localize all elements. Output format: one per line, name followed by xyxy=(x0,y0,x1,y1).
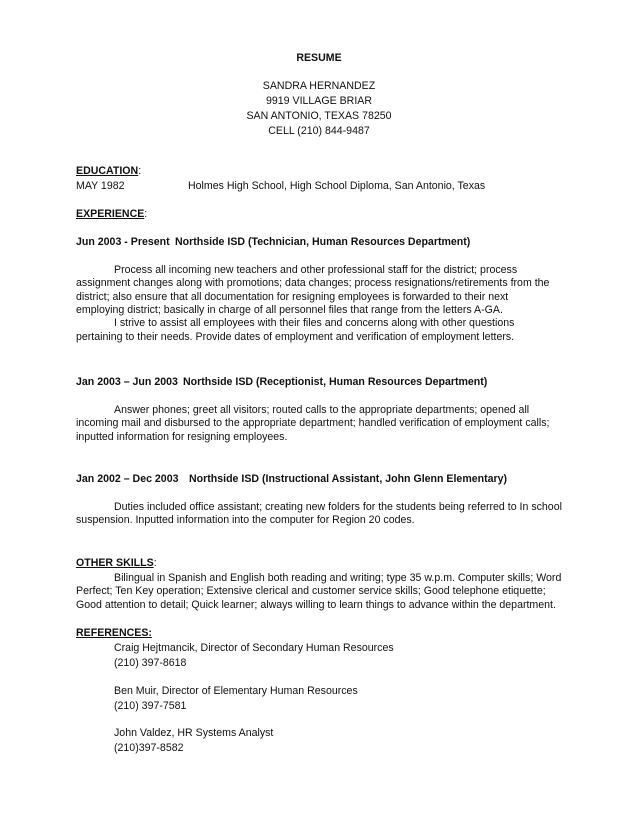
address-line-1: 9919 VILLAGE BRIAR xyxy=(266,95,372,107)
description-line: employing district; basically in charge of all personnel files that range from the letters A-GA. xyxy=(76,304,503,317)
description-line: Process all incoming new teachers and other professional staff for the district; process xyxy=(114,264,518,276)
address-line-2: SAN ANTONIO, TEXAS 78250 xyxy=(246,110,392,122)
reference-phone: (210) 397-7581 xyxy=(114,700,187,712)
education-heading: EDUCATION: xyxy=(76,165,142,177)
description-line: suspension. Inputted information into the computer for Region 20 codes. xyxy=(76,514,415,527)
skills-line: Perfect; Ten Key operation; Extensive clerical and customer service skills; Good telephone etiquette; xyxy=(76,585,546,598)
job-title: Northside ISD (Receptionist, Human Resources Department) xyxy=(183,376,488,388)
resume-title: RESUME xyxy=(296,52,342,64)
experience-heading: EXPERIENCE: xyxy=(76,208,148,220)
job-description xyxy=(76,501,560,528)
job-dates: Jan 2003 – Jun 2003 xyxy=(76,376,178,388)
description-line: pertaining to their needs. Provide dates of employment and verification of employment letters. xyxy=(76,330,515,343)
education-date: MAY 1982 xyxy=(76,180,125,192)
reference-name: Craig Hejtmancik, Director of Secondary Human Resources xyxy=(114,642,394,654)
description-line: district; also ensure that all documentation for resigning employees is forwarded to their next xyxy=(76,290,509,303)
description-line: inputted information for resigning employees. xyxy=(76,430,288,443)
description-line: assignment changes along with promotions; data changes; process resignations/retirements from the xyxy=(76,277,550,290)
reference-name: John Valdez, HR Systems Analyst xyxy=(114,727,274,739)
job-dates: Jun 2003 - Present xyxy=(76,236,170,248)
job-title: Northside ISD (Technician, Human Resources Department) xyxy=(175,236,471,248)
reference-name: Ben Muir, Director of Elementary Human Resources xyxy=(114,685,358,697)
reference-phone: (210) 397-8618 xyxy=(114,657,187,669)
education-detail: Holmes High School, High School Diploma, San Antonio, Texas xyxy=(188,180,486,192)
job-description xyxy=(76,264,560,344)
job-description xyxy=(76,404,560,444)
reference-phone: (210)397-8582 xyxy=(114,742,184,754)
job-title: Northside ISD (Instructional Assistant, John Glenn Elementary) xyxy=(189,473,508,485)
phone: CELL (210) 844-9487 xyxy=(268,125,370,137)
description-line: incoming mail and disbursed to the appropriate department; handled verification of employment calls; xyxy=(76,417,550,430)
references-heading: REFERENCES: xyxy=(76,627,152,639)
skills-heading: OTHER SKILLS: xyxy=(76,557,157,569)
description-line: I strive to assist all employees with their files and concerns along with other questions xyxy=(114,317,515,330)
skills-text xyxy=(76,572,560,612)
description-line: Duties included office assistant; creating new folders for the students being referred to In school xyxy=(114,501,562,513)
skills-line: Bilingual in Spanish and English both reading and writing; type 35 w.p.m. Computer skills; Word xyxy=(114,572,562,584)
job-dates: Jan 2002 – Dec 2003 xyxy=(76,473,179,485)
applicant-name: SANDRA HERNANDEZ xyxy=(262,80,376,92)
description-line: Answer phones; greet all visitors; routed calls to the appropriate departments; opened all xyxy=(114,404,530,416)
skills-line: Good attention to detail; Quick learner; always willing to learn things to advance within the department. xyxy=(76,598,556,611)
